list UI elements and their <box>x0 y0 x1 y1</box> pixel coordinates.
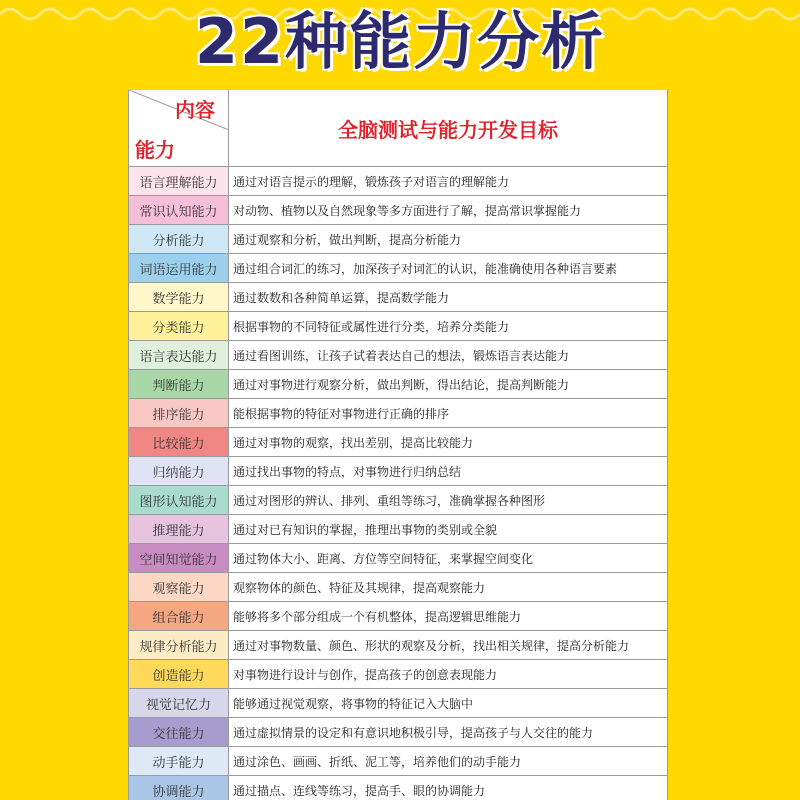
table-row <box>129 689 667 718</box>
ability-name-cell: 组合能力 <box>129 602 229 630</box>
ability-name-cell: 判断能力 <box>129 370 229 398</box>
ability-name-cell: 创造能力 <box>129 660 229 688</box>
ability-goal-cell: 通过找出事物的特点，对事物进行归纳总结 <box>233 464 462 479</box>
table-header <box>129 90 667 167</box>
ability-goal-cell: 通过对事物数量、颜色、形状的观察及分析，找出相关规律，提高分析能力 <box>233 638 630 653</box>
ability-name-cell: 归纳能力 <box>129 457 229 485</box>
ability-name-cell: 交往能力 <box>129 718 229 746</box>
ability-goal-cell: 通过虚拟情景的设定和有意识地积极引导，提高孩子与人交往的能力 <box>233 725 594 740</box>
ability-name-cell: 推理能力 <box>129 515 229 543</box>
ability-goal-cell: 对动物、植物以及自然现象等多方面进行了解，提高常识掌握能力 <box>233 203 582 218</box>
table-body <box>129 167 667 800</box>
table-row <box>129 399 667 428</box>
header-content-label: 内容 <box>175 98 215 122</box>
ability-name-cell: 规律分析能力 <box>129 631 229 659</box>
table-row <box>129 312 667 341</box>
ability-goal-cell: 通过物体大小、距离、方位等空间特征，来掌握空间变化 <box>233 551 534 566</box>
header-goal-label: 全脑测试与能力开发目标 <box>338 117 558 142</box>
ability-name-cell: 排序能力 <box>129 399 229 427</box>
ability-goal-cell: 能够将多个部分组成一个有机整体，提高逻辑思维能力 <box>233 609 522 624</box>
table-row <box>129 225 667 254</box>
table-row <box>129 486 667 515</box>
ability-goal-cell: 通过组合词汇的练习，加深孩子对词汇的认识，能准确使用各种语言要素 <box>233 261 618 276</box>
ability-goal-cell: 通过对事物的观察，找出差别，提高比较能力 <box>233 435 474 450</box>
table-row <box>129 660 667 689</box>
table-row <box>129 631 667 660</box>
table-row <box>129 254 667 283</box>
table-row <box>129 370 667 399</box>
ability-table <box>128 90 668 800</box>
header-ability-label: 能力 <box>135 138 175 162</box>
ability-goal-cell: 通过对图形的辨认、排列、重组等练习，准确掌握各种图形 <box>233 493 546 508</box>
table-row <box>129 515 667 544</box>
ability-name-cell: 观察能力 <box>129 573 229 601</box>
page-title: 22种能力分析 <box>194 5 606 78</box>
ability-name-cell: 比较能力 <box>129 428 229 456</box>
table-row <box>129 283 667 312</box>
table-row <box>129 776 667 800</box>
ability-goal-cell: 通过看图训练，让孩子试着表达自己的想法，锻炼语言表达能力 <box>233 348 570 363</box>
table-row <box>129 196 667 225</box>
table-row <box>129 544 667 573</box>
ability-name-cell: 协调能力 <box>129 776 229 800</box>
ability-goal-cell: 通过对语言提示的理解，锻炼孩子对语言的理解能力 <box>233 174 510 189</box>
ability-name-cell: 分类能力 <box>129 312 229 340</box>
ability-goal-cell: 通过对已有知识的掌握，推理出事物的类别或全貌 <box>233 522 498 537</box>
ability-goal-cell: 通过观察和分析，做出判断，提高分析能力 <box>233 232 462 247</box>
table-row <box>129 718 667 747</box>
table-row <box>129 602 667 631</box>
ability-goal-cell: 对事物进行设计与创作，提高孩子的创意表现能力 <box>233 667 498 682</box>
ability-name-cell: 视觉记忆力 <box>129 689 229 717</box>
ability-goal-cell: 能根据事物的特征对事物进行正确的排序 <box>233 406 450 421</box>
ability-goal-cell: 根据事物的不同特征或属性进行分类，培养分类能力 <box>233 319 510 334</box>
table-row <box>129 573 667 602</box>
ability-goal-cell: 观察物体的颜色、特征及其规律，提高观察能力 <box>233 580 486 595</box>
ability-goal-cell: 通过描点、连线等练习，提高手、眼的协调能力 <box>233 783 486 798</box>
ability-goal-cell: 通过涂色、画画、折纸、泥工等，培养他们的动手能力 <box>233 754 522 769</box>
ability-goal-cell: 能够通过视觉观察，将事物的特征记入大脑中 <box>233 696 474 711</box>
ability-name-cell: 常识认知能力 <box>129 196 229 224</box>
ability-name-cell: 语言表达能力 <box>129 341 229 369</box>
table-row <box>129 341 667 370</box>
ability-name-cell: 分析能力 <box>129 225 229 253</box>
table-row <box>129 428 667 457</box>
table-row <box>129 747 667 776</box>
table-row <box>129 457 667 486</box>
table-row <box>129 167 667 196</box>
ability-name-cell: 数学能力 <box>129 283 229 311</box>
ability-name-cell: 词语运用能力 <box>129 254 229 282</box>
ability-name-cell: 语言理解能力 <box>129 167 229 195</box>
ability-goal-cell: 通过数数和各种简单运算，提高数学能力 <box>233 290 450 305</box>
ability-name-cell: 空间知觉能力 <box>129 544 229 572</box>
ability-goal-cell: 通过对事物进行观察分析，做出判断，得出结论，提高判断能力 <box>233 377 570 392</box>
ability-name-cell: 图形认知能力 <box>129 486 229 514</box>
ability-name-cell: 动手能力 <box>129 747 229 775</box>
header-corner-cell <box>129 90 229 166</box>
